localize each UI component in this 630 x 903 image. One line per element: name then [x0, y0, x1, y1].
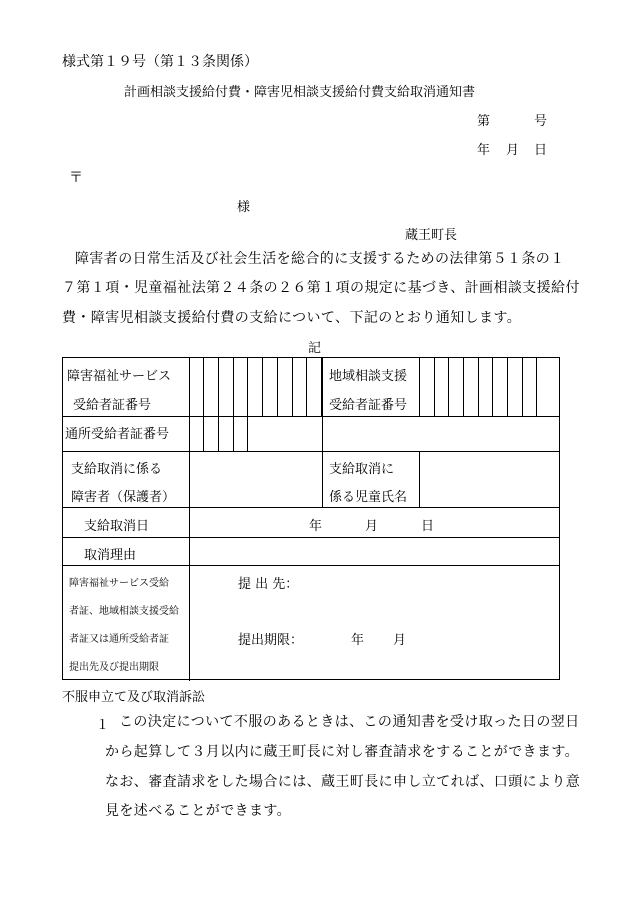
commuter-cert-label: 通所受給者証番号 [65, 427, 170, 442]
cancel-date-year: 年 [309, 519, 323, 534]
submit-label-1: 障害福祉サービス受給 [69, 578, 169, 589]
document-title: 計画相談支援給付費・障害児相談支援給付費支給取消通知書 [124, 85, 476, 100]
date-month-label: 月 [506, 143, 520, 158]
appeal-heading: 不服申立て及び取消訴訟 [62, 690, 206, 705]
appeal-line-3: なお、審査請求をした場合には、蔵王町長に申し立てれば、口頭により意 [105, 774, 581, 790]
deadline-year: 年 [351, 633, 365, 648]
sender-name: 蔵王町長 [405, 228, 458, 243]
reason-label: 取消理由 [84, 548, 137, 563]
appeal-line-1: この決定について不服のあるときは、この通知書を受け取った日の翌日 [119, 714, 580, 730]
body-line-3: 費・障害児相談支援給付費の支給について、下記のとおり通知します。 [62, 310, 522, 326]
postal-mark: 〒 [69, 170, 83, 186]
ki-label: 記 [308, 341, 322, 356]
body-line-1: 障害者の日常生活及び社会生活を総合的に支援するための法律第５１条の１ [75, 251, 565, 267]
child-label-2: 係る児童氏名 [329, 490, 408, 505]
submit-label-3: 者証又は通所受給者証 [69, 634, 169, 645]
form-number: 様式第１９号（第１３条関係） [62, 54, 258, 70]
submit-label-2: 者証、地域相談支援受給 [69, 606, 179, 617]
cancel-date-month: 月 [365, 519, 379, 534]
regional-cert-label-2: 受給者証番号 [329, 398, 408, 413]
welfare-cert-label-2: 受給者証番号 [73, 398, 152, 413]
regional-cert-label-1: 地域相談支援 [329, 369, 408, 384]
submit-to-label: 提 出 先： [238, 577, 299, 592]
cancel-date-day: 日 [421, 519, 435, 534]
deadline-month: 月 [393, 633, 407, 648]
number-prefix: 第 [477, 114, 491, 129]
submit-deadline-label: 提出期限： [238, 633, 304, 648]
submit-label-4: 提出先及び提出期限 [69, 662, 159, 673]
number-suffix: 号 [534, 114, 548, 129]
body-line-2: ７第１項・児童福祉法第２４条の２６第１項の規定に基づき、計画相談支援給付 [62, 280, 580, 296]
date-year-label: 年 [477, 143, 491, 158]
appeal-line-2: から起算して３月以内に蔵王町長に対し審査請求をすることができます。 [105, 744, 580, 760]
welfare-cert-label-1: 障害福祉サービス [67, 369, 172, 384]
person-label-1: 支給取消に係る [71, 462, 163, 477]
notice-table [62, 357, 560, 680]
recipient-honorific: 様 [237, 200, 251, 215]
appeal-line-4: 見を述べることができます。 [105, 803, 292, 819]
appeal-item-number: １ [96, 718, 110, 733]
child-label-1: 支給取消に [329, 462, 395, 477]
cancel-date-label: 支給取消日 [84, 519, 150, 534]
date-day-label: 日 [534, 143, 548, 158]
person-label-2: 障害者（保護者） [71, 490, 176, 505]
